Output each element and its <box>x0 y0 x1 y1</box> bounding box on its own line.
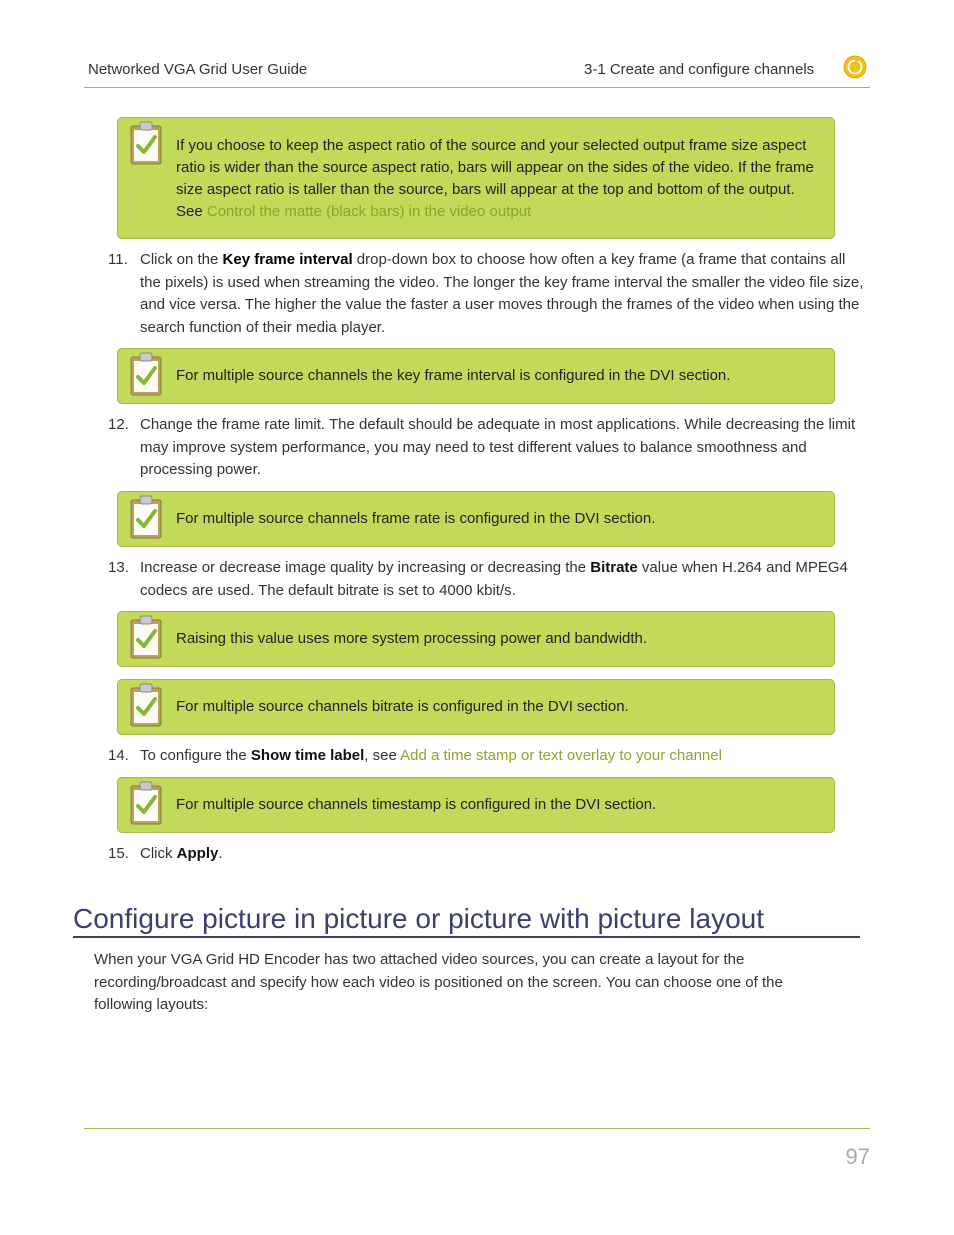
note-bitrate <box>117 679 835 735</box>
page-number: 97 <box>845 1144 870 1169</box>
note-aspect-ratio <box>117 117 835 239</box>
step-text: Increase or decrease image quality by increasing or decreasing the Bitrate value when H.264 and MPEG4 codecs are used. The default bitrate is set to 4000 kbit/s. <box>140 559 848 599</box>
step-text: Click on the Key frame interval drop-down box to choose how often a key frame (a frame that contains all the pixels) is used when streaming the video. The longer the key frame interval the smaller the video file size, and vice versa. The higher the value the faster a user moves through the frames of the video when using the search function of their media player. <box>140 251 864 336</box>
step-number: 15. <box>108 845 129 862</box>
step-text: Click Apply. <box>140 845 223 862</box>
section-heading: Configure picture in picture or picture with picture layout <box>73 903 765 934</box>
note-text: For multiple source channels the key frame interval is configured in the DVI section. <box>176 367 731 384</box>
clipboard-check-icon <box>128 682 164 728</box>
logo-icon <box>843 55 867 79</box>
link-control-matte[interactable]: Control the matte (black bars) in the video output <box>206 203 532 220</box>
doc-title: Networked VGA Grid User Guide <box>88 61 308 78</box>
step-number: 13. <box>108 559 129 576</box>
clipboard-check-icon <box>128 780 164 826</box>
clipboard-check-icon <box>128 120 164 166</box>
note-text: Raising this value uses more system processing power and bandwidth. <box>176 630 648 647</box>
step-number: 14. <box>108 747 129 764</box>
section-intro: When your VGA Grid HD Encoder has two attached video sources, you can create a layout for the recording/broadcast and specify how each video is positioned on the screen. You can choose one of the following layouts: <box>94 951 783 1013</box>
heading-underline <box>73 936 860 938</box>
ui-label-show-time-label: Show time label <box>250 747 365 764</box>
note-raising-value <box>117 611 835 667</box>
clipboard-check-icon <box>128 494 164 540</box>
clipboard-check-icon <box>128 351 164 397</box>
ui-label-key-frame-interval: Key frame interval <box>222 251 353 268</box>
footer-divider <box>84 1128 870 1129</box>
note-body: If you choose to keep the aspect ratio of the source and your selected output frame size aspect ratio is wider than the source aspect ratio, bars will appear on the sides of the video. If the frame size aspect ratio is taller than the source, bars will appear at the top and bottom of the output. See <box>176 137 814 220</box>
note-text: For multiple source channels frame rate is configured in the DVI section. <box>176 510 656 527</box>
step-text: Change the frame rate limit. The default should be adequate in most applications. While decreasing the limit may improve system performance, you may need to test different values to balance smoothness and processing power. <box>140 416 856 478</box>
clipboard-check-icon <box>128 614 164 660</box>
step-number: 11. <box>108 251 128 268</box>
note-text: For multiple source channels timestamp is configured in the DVI section. <box>176 796 657 813</box>
note-text <box>176 135 818 223</box>
ui-label-bitrate: Bitrate <box>590 559 638 576</box>
note-keyframe <box>117 348 835 404</box>
ui-label-apply: Apply <box>176 845 219 862</box>
header-divider <box>84 87 870 88</box>
note-framerate <box>117 491 835 547</box>
note-text: For multiple source channels bitrate is configured in the DVI section. <box>176 698 629 715</box>
link-time-stamp-overlay[interactable]: Add a time stamp or text overlay to your channel <box>400 747 722 764</box>
note-timestamp <box>117 777 835 833</box>
step-text: To configure the Show time label, see Add a time stamp or text overlay to your channel <box>140 747 722 764</box>
step-number: 12. <box>108 416 129 433</box>
section-title: 3-1 Create and configure channels <box>584 61 815 78</box>
